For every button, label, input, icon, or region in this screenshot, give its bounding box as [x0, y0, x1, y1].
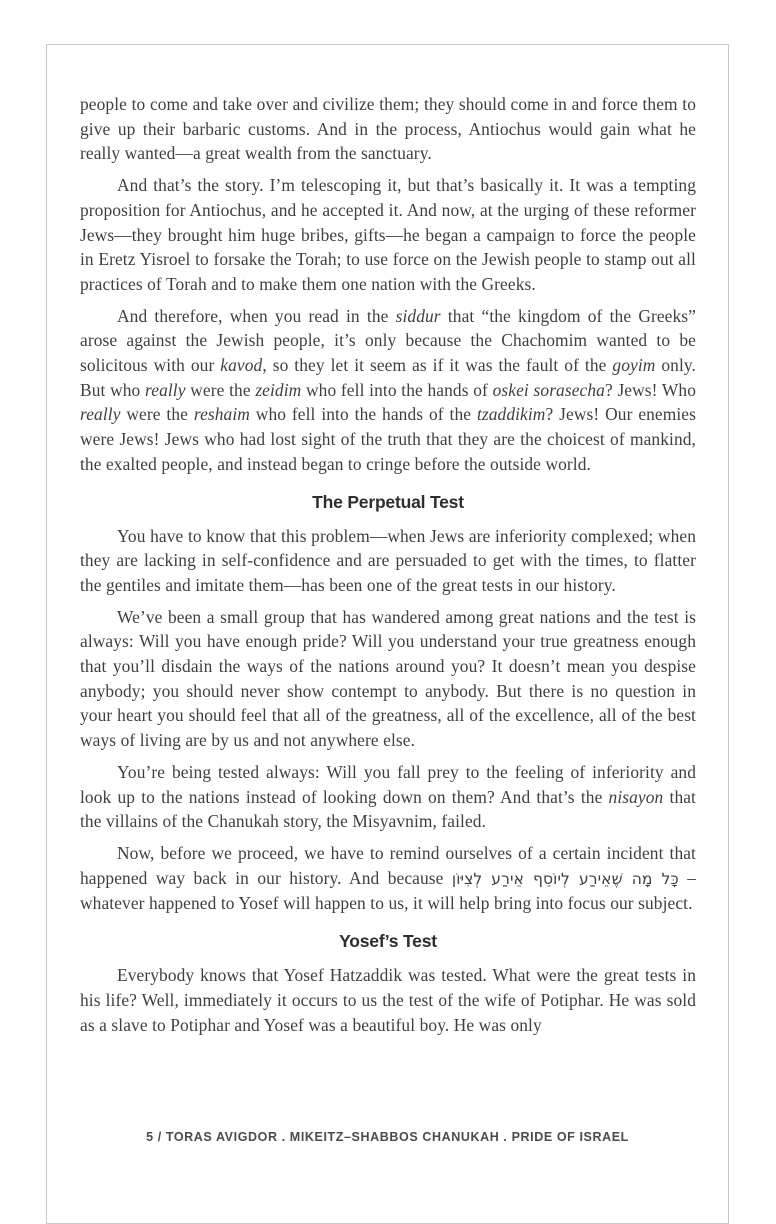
italic-term: nisayon — [608, 786, 664, 807]
italic-term: tzaddikim — [476, 404, 546, 425]
text-run: – whatever happened to Yosef will happen to us, it will help bring into focus our subject. — [80, 867, 696, 914]
text-run: only. But who — [80, 355, 696, 400]
page-body — [47, 45, 728, 1037]
text-run: And therefore, when you read in the — [117, 305, 396, 326]
italic-term: really — [145, 379, 186, 400]
text-run: We’ve been a small group that has wandered among great nations and the test is always: Will you have enough pride? Will you understand your true greatness enough that you’ll disdain the ways of the nations around you? It doesn’t mean you despise anybody; you should never show contempt to anybody. But there is no question in your heart you should feel that all of the greatness, all of the excellence, all of the best ways of living are by us and not anywhere else. — [80, 606, 696, 751]
italic-term: reshaim — [193, 404, 250, 425]
text-run: that the villains of the Chanukah story, the Misyavnim, failed. — [80, 786, 696, 832]
text-run: were the — [120, 404, 194, 425]
text-run: ? Jews! Our enemies were Jews! Jews who had lost sight of the truth that they are the choicest of mankind, the exalted people, and instead began to cringe before the outside world. — [80, 404, 696, 474]
paragraph — [80, 605, 696, 753]
text-run: You have to know that this problem—when Jews are inferiority complexed; when they are lacking in self-confidence and are persuaded to get with the times, to flatter the gentiles and imitate them—has been one of the great tests in our history. — [80, 525, 696, 595]
hebrew-phrase: כָּל מָה שֶׁאֵירַע לְיוֹסֵף אֵירַע לְצִיּוֹן — [451, 869, 679, 888]
paragraph — [80, 92, 696, 166]
text-run: were the — [185, 379, 256, 400]
italic-term: siddur — [395, 305, 441, 326]
italic-term: goyim — [612, 355, 656, 376]
paragraph — [80, 760, 696, 834]
text-run: ? Jews! Who — [604, 379, 697, 400]
footer-text: 5 / TORAS AVIGDOR . MIKEITZ–SHABBOS CHANUKAH . PRIDE OF ISRAEL — [146, 1130, 629, 1144]
italic-term: oskei sorasecha — [492, 379, 605, 400]
paragraph — [80, 173, 696, 297]
section-heading: Yosef’s Test — [339, 931, 437, 952]
text-run: , so they let it seem as if it was the fault of the — [262, 355, 613, 376]
italic-term: really — [80, 404, 121, 425]
text-run: who fell into the hands of the — [249, 404, 477, 425]
section-heading: The Perpetual Test — [312, 491, 464, 512]
text-run: who fell into the hands of — [301, 379, 493, 400]
text-run: You’re being tested always: Will you fall prey to the feeling of inferiority and look up to the nations instead of looking down on them? And that’s the — [80, 761, 696, 807]
text-run: Everybody knows that Yosef Hatzaddik was tested. What were the great tests in his life? Well, immediately it occurs to us the test of the wife of Potiphar. He was sold as a slave to Potiphar and Yosef was a beautiful boy. He was only — [80, 965, 696, 1035]
paragraph — [80, 963, 696, 1037]
paragraph — [80, 304, 696, 477]
text-run: that “the kingdom of the Greeks” arose against the Jewish people, it’s only because the Chachomim wanted to be solicitous with our — [80, 305, 696, 376]
text-run: Now, before we proceed, we have to remind ourselves of a certain incident that happened way back in our history. And because — [80, 842, 696, 888]
text-run: And that’s the story. I’m telescoping it, but that’s basically it. It was a tempting proposition for Antiochus, and he accepted it. And now, at the urging of these reformer Jews—they brought him huge bribes, gifts—he began a campaign to force the people in Eretz Yisroel to forsake the Torah; to use force on the Jewish people to stamp out all practices of Torah and to make them one nation with the Greeks. — [80, 175, 696, 294]
page-footer — [47, 1128, 728, 1146]
paragraph — [80, 524, 696, 598]
document-page — [46, 44, 729, 1224]
italic-term: zeidim — [255, 379, 302, 400]
paragraph — [80, 841, 696, 916]
italic-term: kavod — [220, 355, 263, 376]
text-run: people to come and take over and civilize them; they should come in and force them to give up their barbaric customs. And in the process, Antiochus would gain what he really wanted—a great wealth from the sanctuary. — [80, 94, 696, 164]
